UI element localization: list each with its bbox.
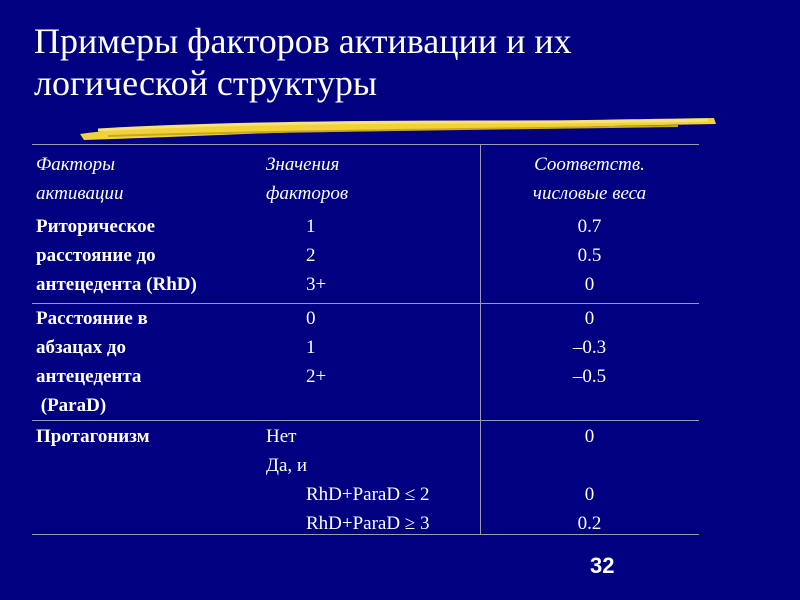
row-protagonism-values: Нет Да, и RhD+ParaD ≤ 2 RhD+ParaD ≥ 3 xyxy=(266,426,430,534)
row-protagonism-weights: 0 0 0.2 xyxy=(577,426,602,534)
page-number: 32 xyxy=(590,553,615,578)
row-protagonism-factor: Протагонизм xyxy=(36,426,150,447)
title-line-2: логической структуры xyxy=(34,63,378,103)
row-parad-factor: Расстояние в абзацах до антецедента (ParaD) xyxy=(36,308,148,416)
slide-title xyxy=(34,20,754,104)
decorative-brush-stroke xyxy=(78,110,718,144)
header-weights: Соответств. числовые веса xyxy=(532,154,647,204)
factors-table xyxy=(32,144,699,535)
table-top-rule xyxy=(32,144,699,145)
table-row-divider xyxy=(32,420,699,421)
row-rhd-values: 1 2 3+ xyxy=(306,216,327,295)
row-parad-values: 0 1 2+ xyxy=(306,308,327,387)
header-values: Значения факторов xyxy=(266,154,349,204)
row-rhd-weights: 0.7 0.5 0 xyxy=(577,216,602,295)
title-line-1: Примеры факторов активации и их xyxy=(34,21,572,61)
header-factors: Факторы активации xyxy=(36,154,124,204)
row-rhd-factor: Риторическое расстояние до антецедента (RhD) xyxy=(36,216,197,295)
row-parad-weights: 0 –0.3 –0.5 xyxy=(572,308,607,387)
